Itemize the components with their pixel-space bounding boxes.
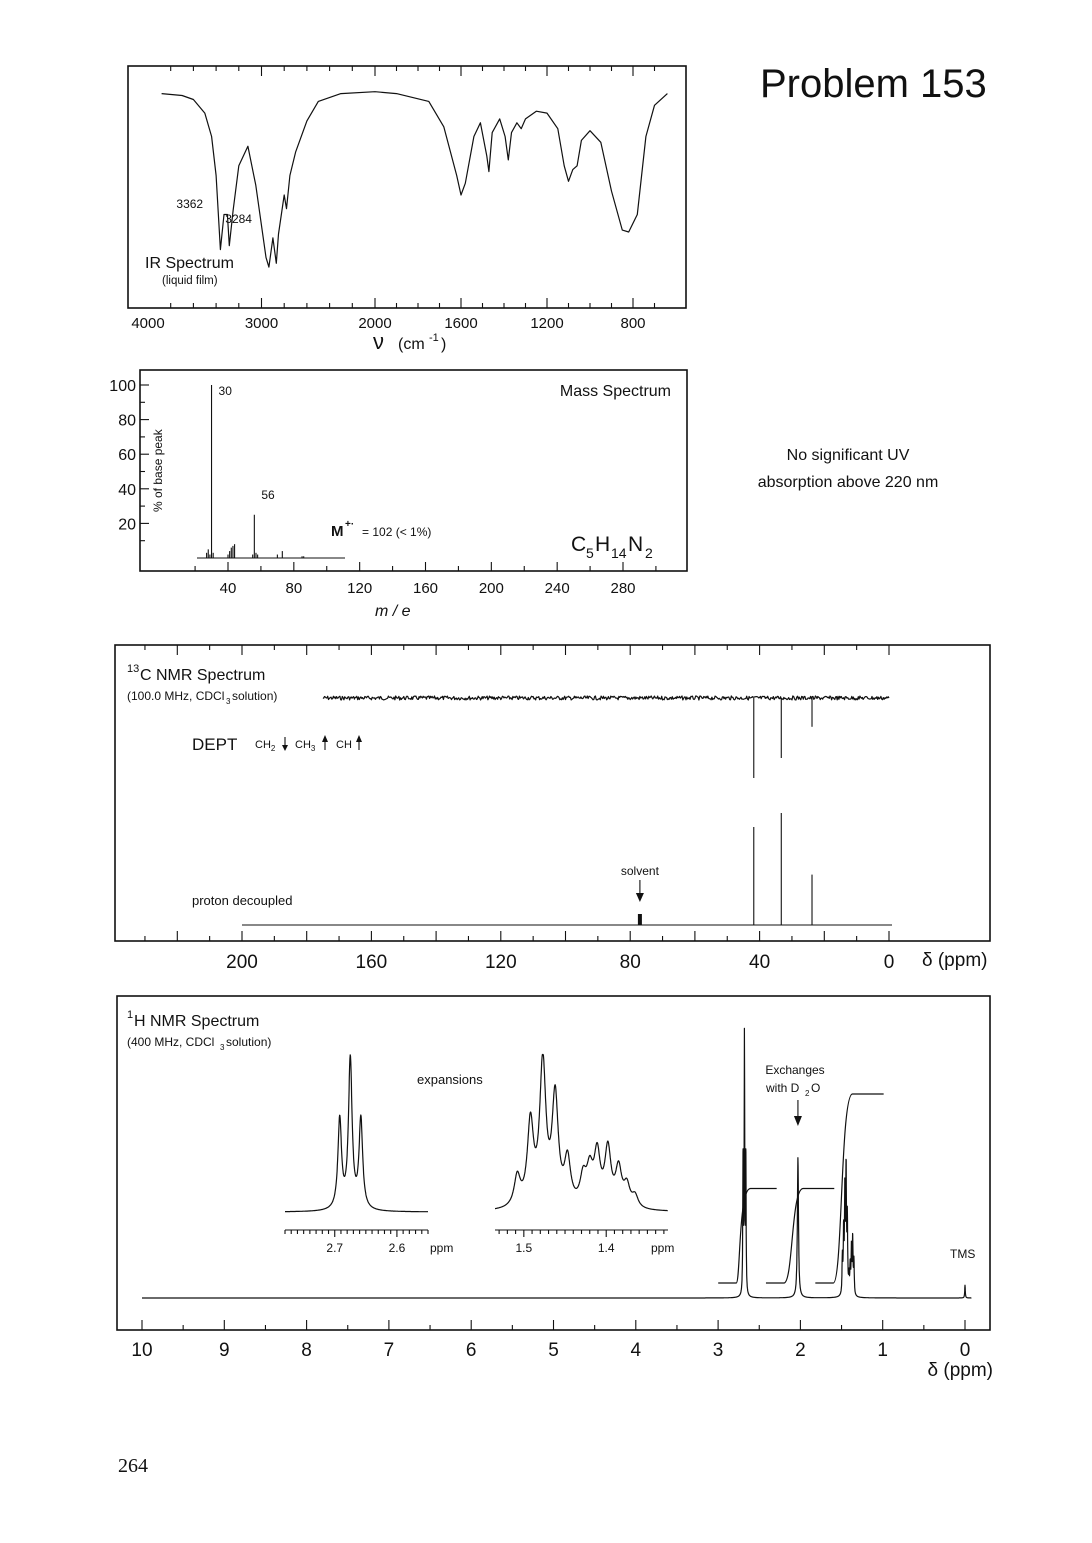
h1-x-tick-label: 9 <box>219 1340 230 1361</box>
h1-x-unit: δ (ppm) <box>927 1360 993 1381</box>
mass-x-tick-label: 200 <box>478 580 504 597</box>
expansion-tick-label: 1.5 <box>515 1241 533 1255</box>
expansion-tick-label: 2.7 <box>326 1241 344 1255</box>
ir-xlabel-exp: -1 <box>429 332 439 344</box>
mass-chart <box>109 370 687 620</box>
c13-title-text: C NMR Spectrum <box>140 667 266 684</box>
h1-x-tick-label: 5 <box>548 1340 559 1361</box>
c13-x-tick-label: 40 <box>749 952 771 973</box>
c13-subtitle-end: solution) <box>232 689 278 703</box>
dept-peaks <box>754 698 812 778</box>
molecular-ion-charge: +· <box>345 519 355 530</box>
h1-ticks <box>142 1320 965 1330</box>
c13-subtitle <box>127 689 277 706</box>
mass-peak-labels <box>219 384 275 502</box>
mass-x-tick-label: 240 <box>544 580 570 597</box>
h1-subtitle-sub: 3 <box>220 1043 225 1052</box>
ir-x-axis-label <box>373 329 446 354</box>
molecular-formula <box>571 533 653 561</box>
h1-x-tick-label: 3 <box>712 1340 724 1361</box>
expansion-2-tick-labels <box>515 1241 614 1255</box>
dept-label: DEPT <box>192 735 238 754</box>
c13-x-tick-label: 160 <box>355 952 388 973</box>
h1-integral-curve <box>718 1189 776 1284</box>
ir-xlabel-symbol: ν <box>373 329 384 354</box>
proton-decoupled-label: proton decoupled <box>192 893 293 908</box>
dept-legend-arrow-head <box>282 745 288 751</box>
ir-x-tick-label: 800 <box>620 315 646 332</box>
molecular-ion-value: = 102 (< 1%) <box>362 525 432 539</box>
mass-y-tick-label: 40 <box>118 481 136 499</box>
formula-n-sub: 2 <box>645 545 653 561</box>
mass-x-tick-labels <box>220 580 636 597</box>
exchange-line1: Exchanges <box>765 1063 825 1077</box>
formula-c-sub: 5 <box>586 545 594 561</box>
ir-x-tick-label: 1200 <box>530 315 564 332</box>
expansion-tick-label: 2.6 <box>388 1241 406 1255</box>
exchange-sub: 2 <box>805 1089 810 1098</box>
molecular-ion-m: M <box>331 523 344 540</box>
exchange-note <box>765 1063 825 1098</box>
mass-y-tick-label: 100 <box>109 378 136 395</box>
ir-peak-labels <box>176 197 252 226</box>
c13-x-tick-labels <box>226 952 894 973</box>
expansions-label: expansions <box>417 1072 483 1087</box>
mass-peak-label: 30 <box>218 384 232 398</box>
mass-peaks <box>207 385 304 558</box>
mass-x-tick-label: 280 <box>610 580 636 597</box>
uv-note-line1: No significant UV <box>786 447 910 464</box>
ir-transmittance-trace <box>162 92 668 267</box>
mass-x-tick-label: 160 <box>412 580 439 597</box>
ir-x-tick-label: 1600 <box>444 315 478 332</box>
exchange-arrow-head <box>794 1116 802 1126</box>
c13-title-sup: 13 <box>127 663 140 675</box>
h1-x-tick-label: 7 <box>383 1340 395 1361</box>
decoupled-peaks <box>754 813 812 925</box>
expansion-1-tick-labels <box>326 1241 405 1255</box>
expansion-1-unit: ppm <box>430 1241 454 1255</box>
uv-note-line2: absorption above 220 nm <box>757 474 939 491</box>
dept-legend <box>255 735 362 753</box>
ir-title: IR Spectrum <box>145 255 234 272</box>
h1-subtitle-text: (400 MHz, CDCl <box>127 1035 215 1049</box>
c13-subtitle-text: (100.0 MHz, CDCl <box>127 689 225 703</box>
mass-x-tick-label: 120 <box>347 580 373 597</box>
h1-x-tick-label: 6 <box>465 1340 477 1361</box>
h1-title <box>127 1009 259 1030</box>
formula-c: C <box>571 533 587 556</box>
c13-x-tick-label: 200 <box>226 952 258 973</box>
expansion-2-ticks <box>499 1230 664 1237</box>
formula-n: N <box>628 533 644 556</box>
dept-noise-baseline <box>323 696 889 700</box>
ir-peak-label: 3284 <box>225 212 252 226</box>
expansion-2-trace <box>495 1055 668 1211</box>
h1-chart <box>117 996 993 1381</box>
dept-legend-label: $CH_3$ <box>295 739 316 753</box>
mass-ylabel: % of base peak <box>151 429 165 512</box>
c13-x-tick-label: 120 <box>484 952 517 973</box>
ir-peak-label: 3362 <box>176 197 204 211</box>
mass-peak-label: 56 <box>261 487 275 502</box>
formula-h-sub: 14 <box>611 545 627 561</box>
ir-x-tick-label: 4000 <box>131 315 165 332</box>
h1-spectrum-trace <box>142 1028 971 1298</box>
exchange-end: O <box>811 1081 821 1095</box>
molecular-ion-label <box>331 519 431 540</box>
ir-xlabel-unit: (cm <box>398 336 425 353</box>
c13-x-tick-label: 80 <box>619 952 641 973</box>
h1-integral-curve <box>766 1189 834 1284</box>
c13-x-unit: δ (ppm) <box>922 950 988 971</box>
ir-x-tick-labels <box>131 315 645 332</box>
mass-y-tick-label: 20 <box>118 516 136 534</box>
h1-x-tick-label: 4 <box>630 1340 642 1361</box>
ir-subtitle: (liquid film) <box>162 275 218 287</box>
mass-y-tick-labels <box>109 378 136 533</box>
dept-legend-arrow-head <box>322 735 328 742</box>
c13-title <box>127 663 265 684</box>
dept-legend-label: CH <box>336 739 352 751</box>
expansion-1-ticks <box>285 1230 428 1237</box>
c13-chart <box>115 645 990 973</box>
dept-legend-arrow-head <box>356 735 362 742</box>
h1-title-text: H NMR Spectrum <box>134 1013 260 1030</box>
tms-label: TMS <box>950 1247 976 1261</box>
mass-y-tick-label: 80 <box>118 412 136 430</box>
h1-title-sup: 1 <box>127 1009 134 1021</box>
mass-y-tick-label: 60 <box>118 447 136 465</box>
solvent-label: solvent <box>620 864 659 878</box>
dept-legend-label: $CH_2$ <box>255 739 276 753</box>
expansion-2-unit: ppm <box>651 1241 675 1255</box>
ir-x-tick-label: 3000 <box>244 315 279 332</box>
h1-x-tick-label: 0 <box>959 1340 971 1361</box>
h1-subtitle <box>127 1035 271 1052</box>
h1-x-tick-label: 10 <box>131 1340 153 1361</box>
c13-subtitle-sub: 3 <box>226 697 231 706</box>
h1-subtitle-end: solution) <box>226 1035 272 1049</box>
solvent-peak <box>638 914 642 925</box>
page-number: 264 <box>118 1455 148 1477</box>
formula-h: H <box>595 533 611 556</box>
mass-title: Mass Spectrum <box>559 383 671 400</box>
mass-xlabel: m / e <box>375 603 411 620</box>
exchange-line2: with D <box>766 1081 800 1095</box>
h1-x-tick-label: 1 <box>877 1340 888 1361</box>
mass-x-tick-label: 40 <box>219 580 237 597</box>
ir-x-tick-label: 2000 <box>358 315 392 332</box>
c13-x-tick-label: 0 <box>883 952 895 973</box>
mass-x-tick-label: 80 <box>285 580 303 597</box>
h1-x-tick-labels <box>131 1340 970 1361</box>
problem-title: Problem 153 <box>760 62 987 106</box>
ir-ticks <box>171 66 655 308</box>
h1-x-tick-label: 8 <box>301 1340 312 1361</box>
expansion-tick-label: 1.4 <box>597 1241 615 1255</box>
solvent-arrow-head <box>636 893 644 902</box>
expansion-2 <box>495 1055 674 1256</box>
h1-x-tick-label: 2 <box>795 1340 806 1361</box>
ir-chart <box>128 66 686 354</box>
expansion-1-trace <box>285 1055 428 1212</box>
ir-xlabel-close: ) <box>441 336 447 353</box>
